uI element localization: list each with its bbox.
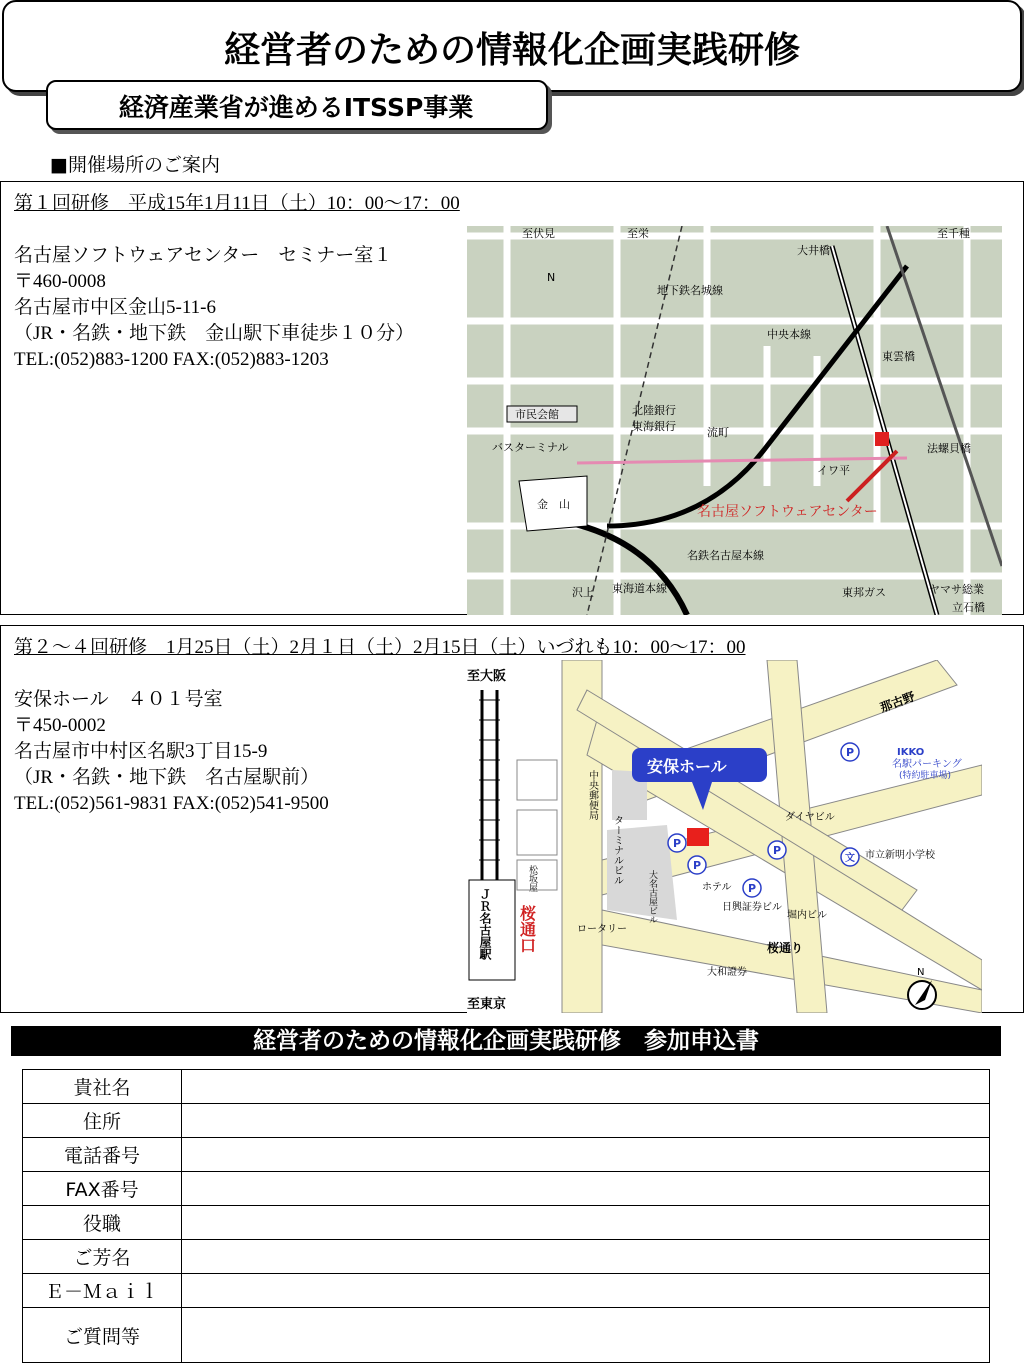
map2-ikko: IKKO (897, 747, 925, 758)
form-row (23, 1240, 990, 1274)
map1-label-top-mid: 至栄 (627, 227, 649, 240)
form-label-phone: 電話番号 (23, 1138, 182, 1172)
map2-daiwa: 大和證券 (707, 967, 747, 978)
map1-center: 名古屋ソフトウェアセンター (697, 504, 878, 520)
map2-parking-2: P (693, 859, 702, 872)
map2-north: N (917, 967, 925, 978)
map1-tachiishi: 立石橋 (952, 601, 985, 614)
form-label-fax: FAX番号 (23, 1172, 182, 1206)
map2-sakuradori: 桜通り (767, 941, 804, 955)
map2-matsuzakaya: 松坂屋 (527, 865, 537, 892)
form-row (23, 1070, 990, 1104)
venue2-map (467, 660, 982, 1013)
map1-shiminkaikan: 市民会館 (515, 408, 559, 421)
venue1-tel: TEL:(052)883-1200 FAX:(052)883-1203 (14, 349, 329, 370)
map1-ooi: 大井橋 (797, 244, 830, 257)
map2-sakura-exit: 桜通口 (517, 905, 537, 953)
map2-parking-5: P (846, 746, 855, 759)
map2-school: 市立新明小学校 (865, 850, 935, 861)
map2-nagono: 那古野 (878, 689, 917, 715)
map1-sawagami: 沢上 (572, 586, 594, 599)
map1-tokai: 東海銀行 (632, 420, 676, 433)
form-field-phone[interactable] (182, 1138, 990, 1172)
form-row (23, 1274, 990, 1308)
map1-iwa: イワ平 (817, 464, 850, 477)
venue2-name: 安保ホール ４０１号室 (14, 689, 223, 710)
venue2-postal: 〒450-0002 (14, 715, 106, 736)
map2-ikko-note: (特約駐車場) (899, 771, 952, 781)
map2-ikko-sub: 名駅パーキング (892, 759, 962, 770)
venue2-heading: 第２～４回研修 1月25日（土）2月１日（土）2月15日（土）いづれも10：00～17：00 (14, 637, 746, 658)
map2-daiya: ダイヤビル (785, 812, 835, 823)
venue2-access: （JR・名鉄・地下鉄 名古屋駅前） (14, 767, 320, 788)
form-field-questions[interactable] (182, 1308, 990, 1363)
form-field-email[interactable] (182, 1274, 990, 1308)
venue1-address: 名古屋市中区金山5-11-6 (14, 297, 216, 318)
map2-rotary: ロータリー (577, 924, 627, 935)
map2-parking-4: P (773, 844, 782, 857)
form-label-company: 貴社名 (23, 1070, 182, 1104)
form-field-position[interactable] (182, 1206, 990, 1240)
form-field-company[interactable] (182, 1070, 990, 1104)
map1-toho: 東邦ガス (842, 586, 886, 599)
venue1-info (14, 191, 460, 373)
venue1-map (467, 226, 1002, 615)
form-label-address: 住所 (23, 1104, 182, 1138)
form-field-address[interactable] (182, 1104, 990, 1138)
page-title: 経営者のための情報化企画実践研修 (223, 30, 800, 71)
map1-subway: 地下鉄名城線 (657, 284, 723, 297)
map2-hotel: ホテル (702, 882, 732, 893)
map2-post: 中央郵便局 (586, 770, 598, 820)
form-label-name: ご芳名 (23, 1240, 182, 1274)
map1-hokai: 法螺貝橋 (927, 442, 971, 455)
form-label-email: Ｅ－Ｍａｉｌ (23, 1274, 182, 1308)
map1-north: N (547, 271, 556, 284)
map2-school-icon: 文 (845, 853, 855, 864)
venue1-heading: 第１回研修 平成15年1月11日（土）10：00～17：00 (14, 193, 460, 214)
map1-higashiun: 東雲橋 (882, 350, 915, 363)
form-row (23, 1172, 990, 1206)
map1-label-top-left: 至伏見 (522, 227, 555, 240)
map2-tokyo: 至東京 (467, 997, 507, 1012)
map1-yamasa: ヤマサ総業 (929, 583, 984, 596)
map1-bus: バスターミナル (492, 441, 569, 454)
map1-hokuriku: 北陸銀行 (632, 404, 676, 417)
form-row (23, 1206, 990, 1240)
map1-tokaido: 東海道本線 (612, 582, 667, 595)
map2-parking-3: P (748, 882, 757, 895)
venue2-tel: TEL:(052)561-9831 FAX:(052)541-9500 (14, 793, 329, 814)
map1-meitetsu: 名鉄名古屋本線 (687, 549, 764, 562)
venue1-name: 名古屋ソフトウェアセンター セミナー室１ (14, 245, 393, 266)
map1-nagare: 流町 (707, 426, 729, 439)
map1-chuo: 中央本線 (767, 328, 811, 341)
form-row (23, 1138, 990, 1172)
form-title: 経営者のための情報化企画実践研修 参加申込書 (11, 1026, 1001, 1056)
map1-kanayama: 金 山 (537, 498, 570, 511)
map1-label-top-right: 至千種 (937, 227, 970, 240)
map2-osaka: 至大阪 (467, 669, 507, 684)
form-label-position: 役職 (23, 1206, 182, 1240)
map2-parking-1: P (673, 837, 682, 850)
form-row (23, 1308, 990, 1363)
application-form (22, 1069, 990, 1363)
form-field-name[interactable] (182, 1240, 990, 1274)
map2-nagoya-station: ＪＲ名古屋駅 (478, 888, 492, 960)
section-label: ■開催場所のご案内 (50, 154, 220, 176)
page-subtitle: 経済産業省が進めるITSSP事業 (118, 93, 474, 122)
map2-terminal: ターミナルビル (611, 815, 623, 885)
venue1-access: （JR・名鉄・地下鉄 金山駅下車徒歩１０分） (14, 323, 415, 344)
map2-dainagoya: 大名古屋ビル (647, 870, 657, 924)
map2-horiuchi: 堀内ビル (787, 910, 827, 921)
form-row (23, 1104, 990, 1138)
venue2-address: 名古屋市中村区名駅3丁目15-9 (14, 741, 268, 762)
map2-nikko: 日興証券ビル (722, 902, 782, 913)
map2-callout: 安保ホール (647, 757, 727, 776)
venue1-postal: 〒460-0008 (14, 271, 106, 292)
form-field-fax[interactable] (182, 1172, 990, 1206)
form-label-questions: ご質問等 (23, 1308, 182, 1363)
